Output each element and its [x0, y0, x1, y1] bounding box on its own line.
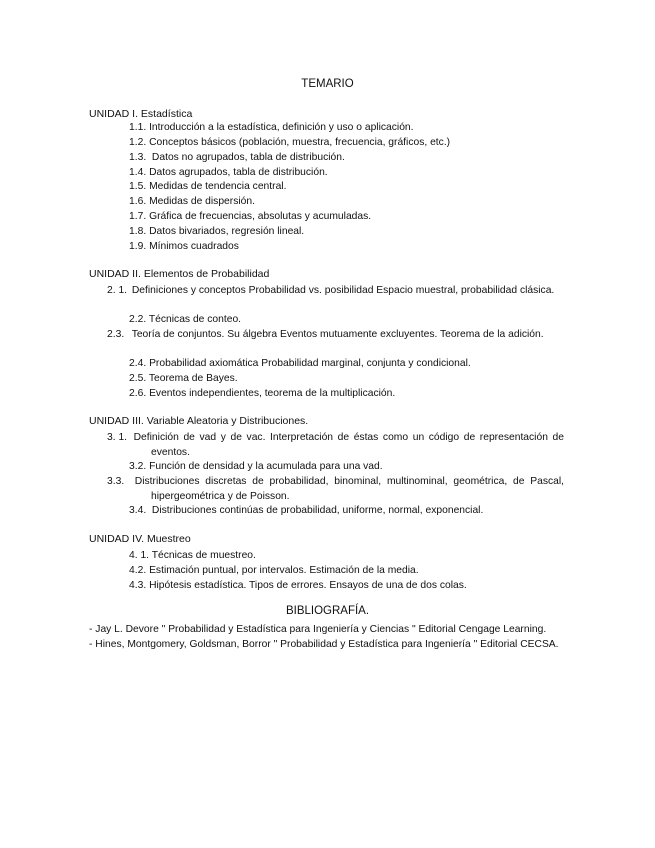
list-item	[129, 503, 564, 518]
item-number: 3.2.	[129, 461, 147, 472]
item-text: Técnicas de muestreo.	[151, 550, 256, 561]
list-item: 2. 1. Definiciones y conceptos Probabilidad vs. posibilidad Espacio muestral, probabilidad clásica.	[107, 285, 555, 296]
item-text: Introducción a la estadística, definición y uso o aplicación.	[149, 122, 414, 133]
item-number: 2.4.	[129, 358, 147, 369]
item-number: 2.2.	[129, 314, 147, 325]
list-item	[129, 150, 564, 165]
list-item	[129, 135, 564, 150]
item-text: Hipótesis estadística. Tipos de errores. Ensayos de una de dos colas.	[149, 580, 467, 591]
unit-heading: UNIDAD II. Elementos de Probabilidad	[89, 268, 270, 280]
item-number: 3.4.	[129, 505, 147, 516]
list-item	[129, 578, 564, 593]
item-text: Mínimos cuadrados	[149, 241, 239, 252]
item-text: Medidas de tendencia central.	[149, 181, 287, 192]
unit-heading: UNIDAD III. Variable Aleatoria y Distribuciones.	[89, 415, 309, 427]
bibliography-entry: - Jay L. Devore " Probabilidad y Estadística para Ingeniería y Ciencias " Editorial Cengage Learning.	[89, 624, 547, 635]
item-text: Definiciones y conceptos Probabilidad vs. posibilidad Espacio muestral, probabilidad clásica.	[131, 285, 555, 296]
item-text: Distribuciones discretas de probabilidad, binominal, multinominal, geométrica, de Pascal, hipergeométrica y de Poisson.	[134, 476, 564, 502]
item-text: Conceptos básicos (población, muestra, frecuencia, gráficos, etc.)	[149, 137, 451, 148]
item-number: 1.4.	[129, 167, 147, 178]
item-text: Función de densidad y la acumulada para una vad.	[149, 461, 383, 472]
item-text: Técnicas de conteo.	[148, 314, 242, 325]
list-item	[129, 563, 564, 578]
item-text: Datos agrupados, tabla de distribución.	[149, 167, 328, 178]
item-number: 1.9.	[129, 241, 147, 252]
item-text: Teoría de conjuntos. Su álgebra Eventos mutuamente excluyentes. Teorema de la adición.	[131, 329, 544, 340]
item-number: 1.1.	[129, 122, 147, 133]
item-text: Gráfica de frecuencias, absolutas y acumuladas.	[149, 211, 372, 222]
item-text: Teorema de Bayes.	[148, 373, 238, 384]
list-item: 3.3. Distribuciones discretas de probabilidad, binominal, multinominal, geométrica, de Pascal, hipergeométrica y de Poisson.	[107, 476, 564, 502]
item-text: Estimación puntual, por intervalos. Estimación de la media.	[149, 565, 419, 576]
item-text: Datos no agrupados, tabla de distribución.	[151, 152, 345, 163]
item-text: Datos bivariados, regresión lineal.	[149, 226, 305, 237]
item-text: Medidas de dispersión.	[149, 196, 255, 207]
item-number: 2.6.	[129, 388, 147, 399]
item-number: 1.3.	[129, 152, 147, 163]
list-item	[129, 239, 564, 254]
bibliography-title: BIBLIOGRAFÍA.	[285, 605, 370, 617]
unit-heading: UNIDAD I. Estadística	[89, 108, 193, 120]
list-item	[129, 356, 564, 371]
list-item	[129, 224, 564, 239]
item-text: Distribuciones continúas de probabilidad, uniforme, normal, exponencial.	[151, 505, 484, 516]
list-item	[129, 371, 564, 386]
list-item	[129, 194, 564, 209]
list-item: 2.3. Teoría de conjuntos. Su álgebra Eventos mutuamente excluyentes. Teorema de la adición.	[107, 329, 544, 340]
item-text: Probabilidad axiomática Probabilidad marginal, conjunta y condicional.	[149, 358, 471, 369]
item-number: 1.8.	[129, 226, 147, 237]
item-number: 4. 1.	[129, 550, 150, 561]
item-number: 1.2.	[129, 137, 147, 148]
list-item	[129, 179, 564, 194]
page-title: TEMARIO	[301, 78, 354, 90]
list-item: 3. 1. Definición de vad y de vac. Interpretación de éstas como un código de representación de eventos.	[107, 432, 564, 458]
list-item	[129, 120, 564, 135]
item-number: 4.3.	[129, 580, 147, 591]
item-text: Definición de vad y de vac. Interpretación de éstas como un código de representación de eventos.	[133, 432, 564, 458]
item-number: 1.6.	[129, 196, 147, 207]
item-text: Eventos independientes, teorema de la multiplicación.	[149, 388, 396, 399]
item-number: 4.2.	[129, 565, 147, 576]
item-number: 2.5.	[129, 373, 147, 384]
list-item	[129, 386, 564, 401]
item-number: 1.5.	[129, 181, 147, 192]
list-item	[129, 209, 564, 224]
list-item	[129, 312, 564, 327]
list-item	[129, 165, 564, 180]
item-number: 1.7.	[129, 211, 147, 222]
list-item	[129, 459, 564, 474]
unit-heading: UNIDAD IV. Muestreo	[89, 533, 191, 545]
list-item	[129, 548, 564, 563]
bibliography-entry: - Hines, Montgomery, Goldsman, Borror " Probabilidad y Estadística para Ingeniería " Editorial CECSA.	[89, 639, 559, 650]
